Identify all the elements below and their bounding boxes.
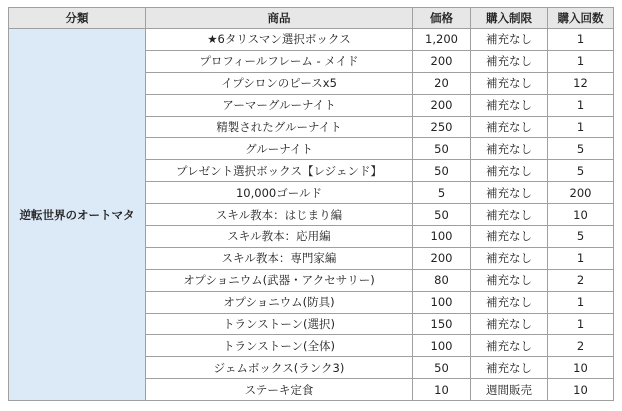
table-row: [9, 29, 614, 51]
limit-cell: 週間販売: [471, 379, 548, 401]
item-name-cell: イプシロンのピースx5: [146, 72, 413, 94]
item-name-cell: プロフィールフレーム - メイド: [146, 50, 413, 72]
price-cell: 20: [413, 72, 471, 94]
price-cell: 5: [413, 182, 471, 204]
count-cell: 1: [548, 291, 614, 313]
count-cell: 10: [548, 379, 614, 401]
item-name-cell: アーマーグルーナイト: [146, 94, 413, 116]
item-name-cell: トランストーン(全体): [146, 335, 413, 357]
item-name-cell: スキル教本：はじまり編: [146, 204, 413, 226]
item-name-cell: ステーキ定食: [146, 379, 413, 401]
header-row: [9, 8, 614, 29]
count-cell: 1: [548, 29, 614, 51]
item-name-cell: ジェムボックス(ランク3): [146, 357, 413, 379]
header-item: 商品: [146, 8, 413, 29]
count-cell: 10: [548, 357, 614, 379]
count-cell: 10: [548, 204, 614, 226]
item-name-cell: 精製されたグルーナイト: [146, 116, 413, 138]
item-name-cell: スキル教本：応用編: [146, 226, 413, 248]
item-name-cell: トランストーン(選択): [146, 313, 413, 335]
count-cell: 1: [548, 94, 614, 116]
limit-cell: 補充なし: [471, 247, 548, 269]
count-cell: 5: [548, 226, 614, 248]
count-cell: 1: [548, 50, 614, 72]
limit-cell: 補充なし: [471, 160, 548, 182]
count-cell: 2: [548, 335, 614, 357]
count-cell: 5: [548, 138, 614, 160]
count-cell: 200: [548, 182, 614, 204]
limit-cell: 補充なし: [471, 269, 548, 291]
price-cell: 80: [413, 269, 471, 291]
limit-cell: 補充なし: [471, 138, 548, 160]
table-body: [9, 29, 614, 401]
price-cell: 100: [413, 335, 471, 357]
limit-cell: 補充なし: [471, 291, 548, 313]
price-cell: 200: [413, 247, 471, 269]
category-cell: 逆転世界のオートマタ: [9, 29, 146, 401]
item-name-cell: プレゼント選択ボックス【レジェンド】: [146, 160, 413, 182]
price-cell: 100: [413, 291, 471, 313]
header-price: 価格: [413, 8, 471, 29]
count-cell: 12: [548, 72, 614, 94]
limit-cell: 補充なし: [471, 313, 548, 335]
item-name-cell: スキル教本：専門家編: [146, 247, 413, 269]
shop-table: [8, 7, 614, 401]
price-cell: 1,200: [413, 29, 471, 51]
price-cell: 200: [413, 94, 471, 116]
item-name-cell: 10,000ゴールド: [146, 182, 413, 204]
header-count: 購入回数: [548, 8, 614, 29]
header-limit: 購入制限: [471, 8, 548, 29]
item-name-cell: グルーナイト: [146, 138, 413, 160]
limit-cell: 補充なし: [471, 72, 548, 94]
limit-cell: 補充なし: [471, 116, 548, 138]
count-cell: 1: [548, 116, 614, 138]
limit-cell: 補充なし: [471, 50, 548, 72]
item-name-cell: オプショニウム(防具): [146, 291, 413, 313]
limit-cell: 補充なし: [471, 182, 548, 204]
price-cell: 150: [413, 313, 471, 335]
price-cell: 250: [413, 116, 471, 138]
price-cell: 200: [413, 50, 471, 72]
limit-cell: 補充なし: [471, 29, 548, 51]
limit-cell: 補充なし: [471, 335, 548, 357]
price-cell: 50: [413, 357, 471, 379]
price-cell: 50: [413, 160, 471, 182]
limit-cell: 補充なし: [471, 226, 548, 248]
item-name-cell: ★6タリスマン選択ボックス: [146, 29, 413, 51]
price-cell: 100: [413, 226, 471, 248]
count-cell: 2: [548, 269, 614, 291]
limit-cell: 補充なし: [471, 204, 548, 226]
count-cell: 1: [548, 247, 614, 269]
limit-cell: 補充なし: [471, 357, 548, 379]
price-cell: 50: [413, 204, 471, 226]
price-cell: 10: [413, 379, 471, 401]
count-cell: 5: [548, 160, 614, 182]
header-category: 分類: [9, 8, 146, 29]
count-cell: 1: [548, 313, 614, 335]
price-cell: 50: [413, 138, 471, 160]
item-name-cell: オプショニウム(武器・アクセサリー): [146, 269, 413, 291]
limit-cell: 補充なし: [471, 94, 548, 116]
